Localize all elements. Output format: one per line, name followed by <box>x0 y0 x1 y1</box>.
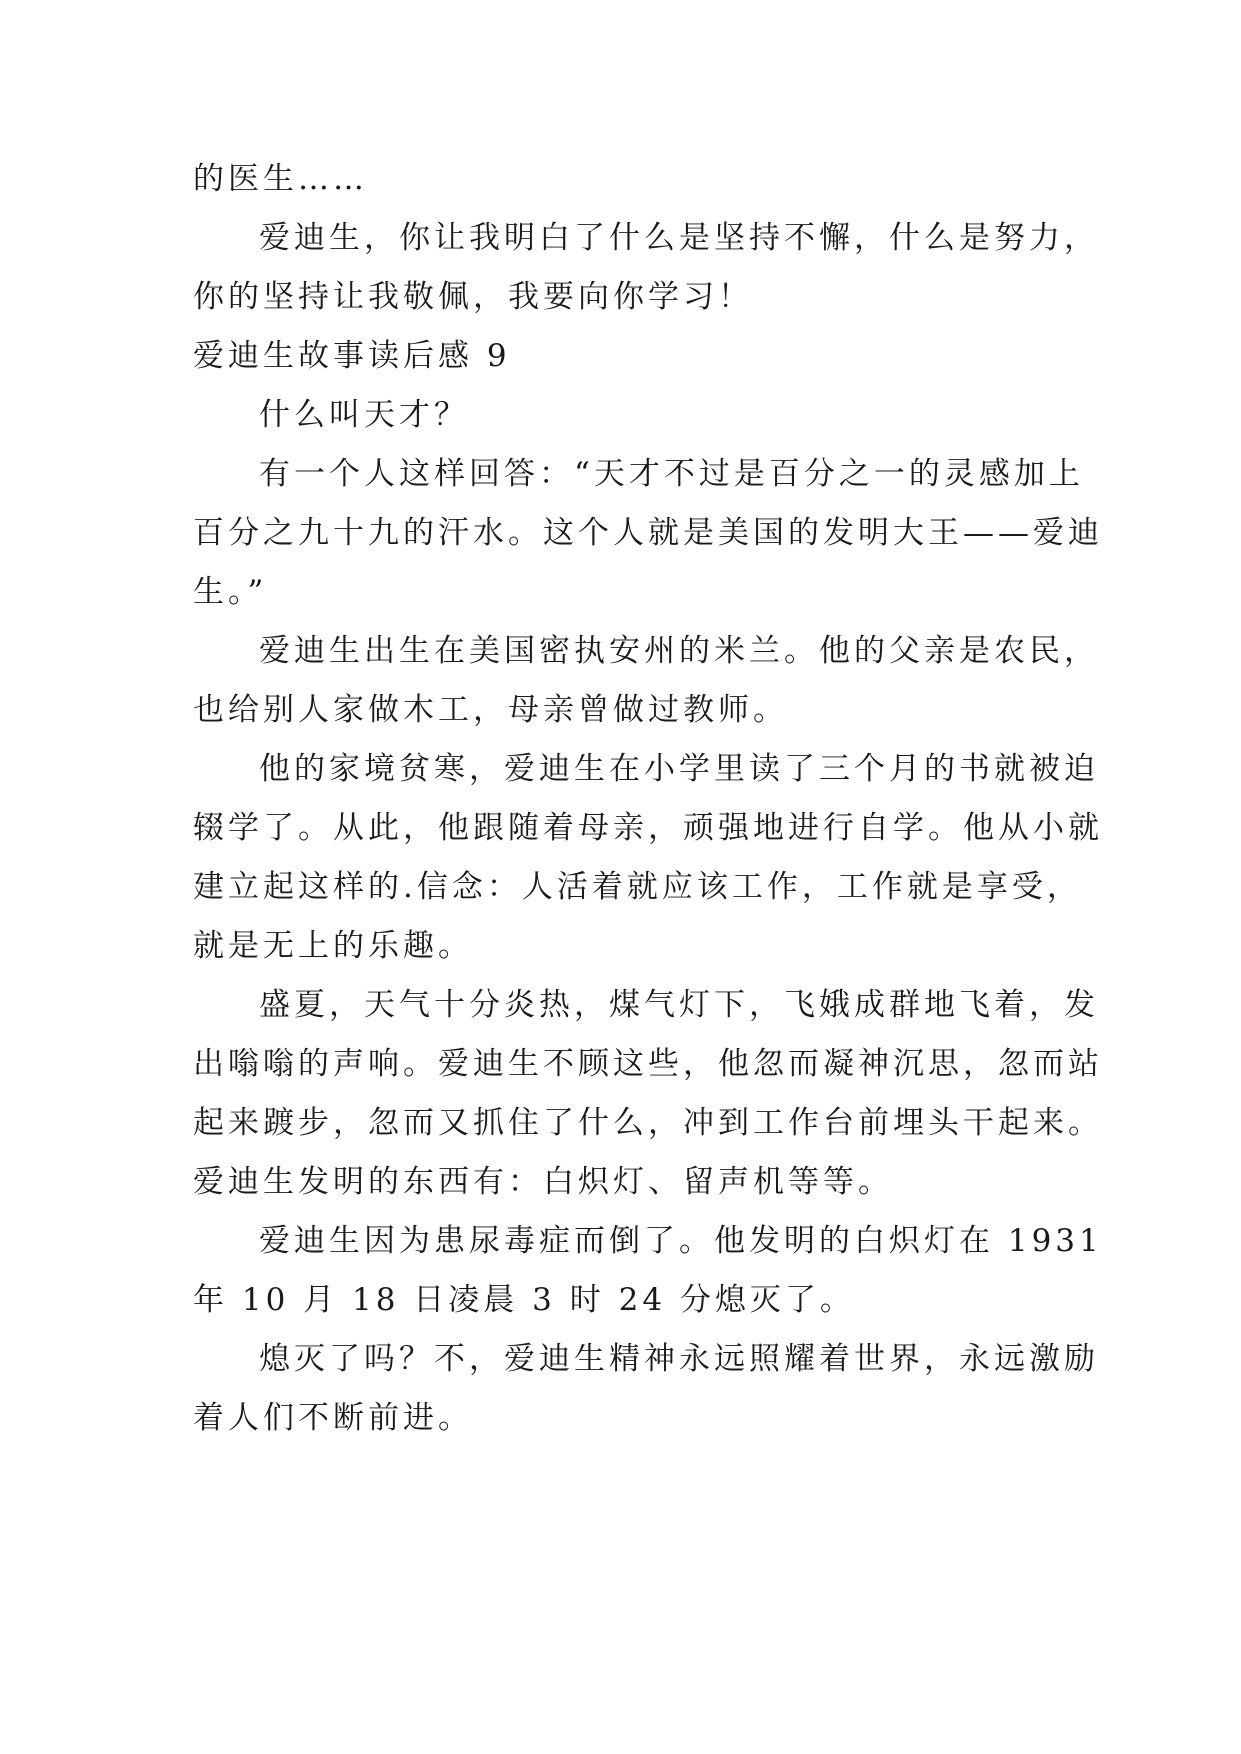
document-body <box>193 150 1103 1448</box>
text-line: 就是无上的乐趣。 <box>193 928 473 964</box>
text-line: 建立起这样的.信念：人活着就应该工作，工作就是享受， <box>193 869 1082 905</box>
text-line: 什么叫天才？ <box>259 397 469 433</box>
text-line: 你的坚持让我敬佩，我要向你学习！ <box>193 279 753 315</box>
text-line: 盛夏，天气十分炎热，煤气灯下，飞娥成群地飞着，发 <box>259 987 1099 1023</box>
text-line: 爱迪生，你让我明白了什么是坚持不懈，什么是努力， <box>259 220 1099 256</box>
text-line: 也给别人家做木工，母亲曾做过教师。 <box>193 692 788 728</box>
text-line: 年 10 月 18 日凌晨 3 时 24 分熄灭了。 <box>193 1282 855 1318</box>
text-line: 着人们不断前进。 <box>193 1400 473 1436</box>
text-line: 生。” <box>193 574 268 610</box>
text-line: 他的家境贫寒，爱迪生在小学里读了三个月的书就被迫 <box>259 751 1099 787</box>
section-heading: 爱迪生故事读后感 9 <box>193 338 511 374</box>
text-line: 辍学了。从此，他跟随着母亲，顽强地进行自学。他从小就 <box>193 810 1103 846</box>
text-line: 出嗡嗡的声响。爱迪生不顾这些，他忽而凝神沉思，忽而站 <box>193 1046 1103 1082</box>
text-line: 爱迪生发明的东西有：白炽灯、留声机等等。 <box>193 1164 893 1200</box>
text-line: 起来踱步，忽而又抓住了什么，冲到工作台前埋头干起来。 <box>193 1105 1103 1141</box>
text-line: 爱迪生出生在美国密执安州的米兰。他的父亲是农民， <box>259 633 1099 669</box>
text-line: 有一个人这样回答：“天才不过是百分之一的灵感加上 <box>259 456 1084 492</box>
text-line: 百分之九十九的汗水。这个人就是美国的发明大王——爱迪 <box>193 515 1103 551</box>
text-line: 熄灭了吗？不，爱迪生精神永远照耀着世界，永远激励 <box>259 1341 1099 1377</box>
text-line: 的医生…… <box>193 161 368 197</box>
text-line: 爱迪生因为患尿毒症而倒了。他发明的白炽灯在 1931 <box>259 1223 1103 1259</box>
